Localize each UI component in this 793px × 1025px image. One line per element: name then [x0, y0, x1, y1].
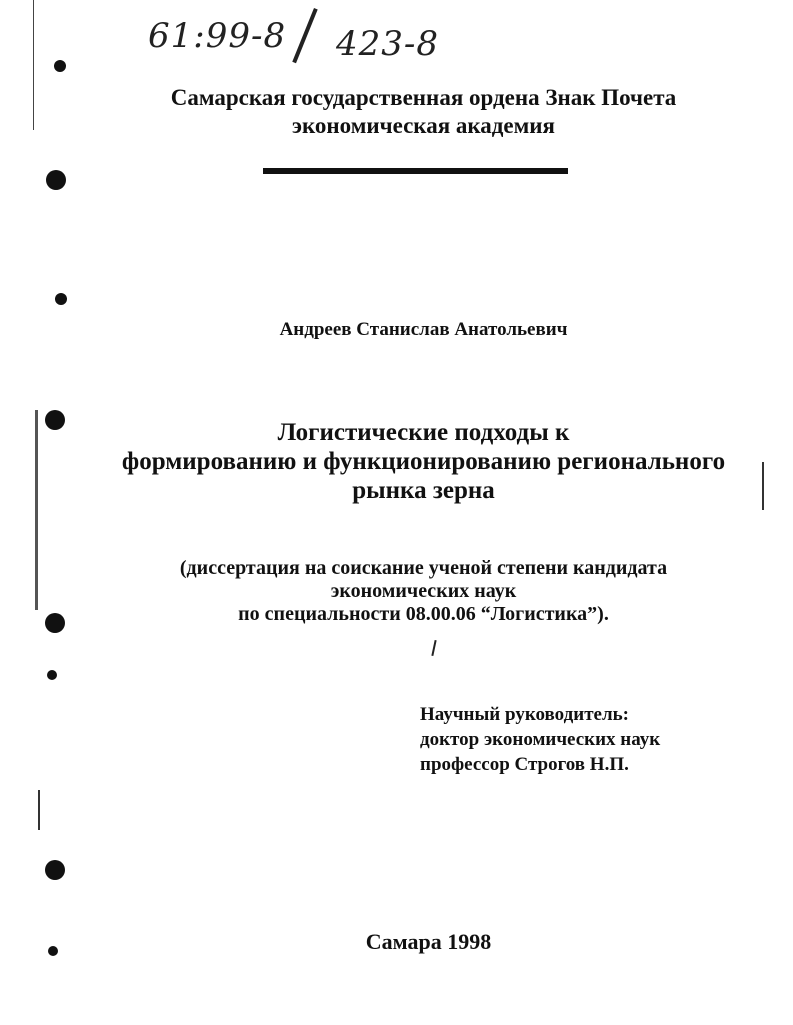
binding-hole [46, 170, 66, 190]
title-line-1: Логистические подходы к [277, 419, 570, 446]
dissertation-description [27, 557, 793, 626]
title-line-2: формированию и функционированию регионального [121, 448, 726, 475]
dissertation-title [27, 418, 793, 505]
binding-hole [45, 613, 65, 633]
institution-line-1: Самарская государственная ордена Знак Почета [170, 85, 677, 110]
scan-edge-line [35, 410, 38, 610]
binding-hole [45, 410, 65, 430]
binding-hole [55, 293, 67, 305]
title-line-3: рынка зерна [352, 477, 495, 504]
scan-edge-line [762, 462, 764, 510]
supervisor-line-1: Научный руководитель: [420, 704, 629, 725]
binding-hole [45, 860, 65, 880]
author-name: Андреев Станислав Анатольевич [279, 319, 568, 340]
supervisor-line-2: доктор экономических наук [420, 729, 661, 750]
scan-edge-line [33, 0, 34, 130]
institution-line-2: экономическая академия [292, 113, 555, 138]
supervisor-line-3: профессор Строгов Н.П. [420, 754, 629, 775]
description-line-2: экономических наук [330, 580, 517, 602]
binding-hole [47, 670, 57, 680]
description-line-1: (диссертация на соискание ученой степени кандидата [179, 557, 668, 579]
binding-hole [48, 946, 58, 956]
pen-mark [431, 640, 436, 656]
scan-edge-line [38, 790, 40, 830]
archive-code-part2: 423-8 [336, 24, 440, 64]
header-divider [263, 168, 568, 174]
archive-code-part1: 61:99-8 [148, 16, 287, 56]
institution-name [27, 84, 793, 140]
description-line-3: по специальности 08.00.06 “Логистика”). [238, 603, 609, 625]
binding-hole [54, 60, 66, 72]
scientific-supervisor [420, 702, 660, 777]
place-and-year: Самара 1998 [365, 929, 492, 954]
archive-code-handwritten [148, 8, 468, 68]
archive-code-slash [292, 8, 317, 63]
